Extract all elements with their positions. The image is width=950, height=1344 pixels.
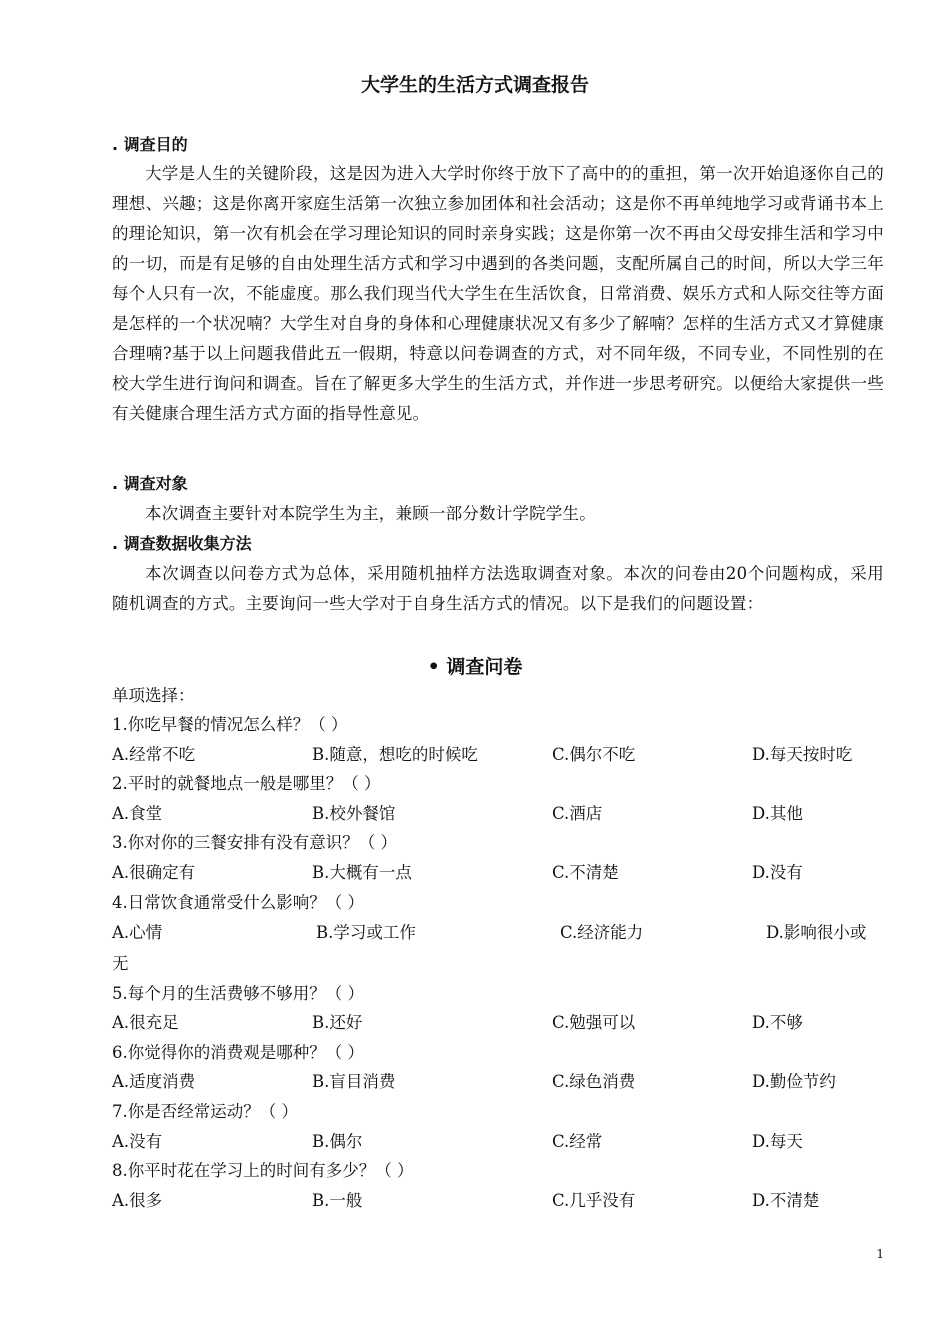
option-c: C.酒店: [552, 804, 603, 823]
section-heading-method: . 调查数据收集方法: [112, 534, 252, 553]
option-c: C.经济能力: [560, 923, 644, 942]
option-b: B.偶尔: [312, 1132, 363, 1151]
page-title: 大学生的生活方式调查报告: [360, 74, 589, 96]
questionnaire-title: • 调查问卷: [427, 656, 523, 678]
questionnaire-subtitle: 单项选择：: [112, 686, 195, 705]
option-c: C.经常: [552, 1132, 603, 1151]
option-d: D.不够: [752, 1013, 803, 1032]
option-c: C.几乎没有: [552, 1191, 636, 1210]
option-a: A.没有: [112, 1132, 163, 1151]
option-b: B.一般: [312, 1191, 363, 1210]
question-1: 1.你吃早餐的情况怎么样？（ ）: [112, 715, 348, 734]
option-d: D.每天: [752, 1132, 803, 1151]
option-b: B.学习或工作: [316, 923, 416, 942]
section-text-target: 本次调查主要针对本院学生为主，兼顾一部分数计学院学生。: [145, 504, 596, 523]
option-d: D.不清楚: [752, 1191, 820, 1210]
question-5: 5.每个月的生活费够不够用？（ ）: [112, 984, 364, 1003]
option-d: D.其他: [752, 804, 803, 823]
option-a: A.很充足: [112, 1013, 179, 1032]
question-8: 8.你平时花在学习上的时间有多少？（ ）: [112, 1161, 414, 1180]
question-4: 4.日常饮食通常受什么影响？（ ）: [112, 893, 364, 912]
option-c: C.不清楚: [552, 863, 619, 882]
question-3: 3.你对你的三餐安排有没有意识？（ ）: [112, 833, 397, 852]
option-a: A.心情: [112, 923, 163, 942]
option-c: C.偶尔不吃: [552, 745, 636, 764]
option-d: D.没有: [752, 863, 803, 882]
option-d: D.每天按时吃: [752, 745, 853, 764]
option-a: A.食堂: [112, 804, 163, 823]
option-a: A.很确定有: [112, 863, 196, 882]
option-b: B.随意，想吃的时候吃: [312, 745, 478, 764]
option-c: C.绿色消费: [552, 1072, 636, 1091]
option-c: C.勉强可以: [552, 1013, 636, 1032]
question-2: 2.平时的就餐地点一般是哪里？（ ）: [112, 774, 381, 793]
section-heading-target: . 调查对象: [112, 474, 188, 493]
option-b: B.校外餐馆: [312, 804, 396, 823]
section-text-purpose: 大学是人生的关键阶段，这是因为进入大学时你终于放下了高中的的重担，第一次开始追逐你自己的理想、兴趣；这是你离开家庭生活第一次独立参加团体和社会活动；这是你不再单纯地学习或背诵书本上的理论知识，第一次有机会在学习理论知识的同时亲身实践；这是你第一次不再由父母安排生活和学习中的一切，而是有足够的自由处理生活方式和学习中遇到的各类问题，支配所属自己的时间，所以大学三年每个人只有一次，不能虚度。那么我们现当代大学生在生活饮食，日常消费、娱乐方式和人际交往等方面是怎样的一个状况喃？大学生对自身的身体和心理健康状况又有多少了解喃？怎样的生活方式又才算健康合理喃?基于以上问题我借此五一假期，特意以问卷调查的方式，对不同年级，不同专业，不同性别的在校大学生进行询问和调查。旨在了解更多大学生的生活方式，并作进一步思考研究。以便给大家提供一些有关健康合理生活方式方面的指导性意见。: [112, 164, 884, 423]
option-d: D.影响很小或: [766, 923, 867, 942]
option-a: A.经常不吃: [112, 745, 196, 764]
option-a: A.适度消费: [112, 1072, 196, 1091]
section-heading-purpose: . 调查目的: [112, 135, 188, 154]
question-7: 7.你是否经常运动？（ ）: [112, 1102, 298, 1121]
option-b: B.大概有一点: [312, 863, 412, 882]
option-d-wrap: 无: [112, 954, 129, 973]
option-a: A.很多: [112, 1191, 163, 1210]
option-d: D.勤俭节约: [752, 1072, 836, 1091]
section-text-method: 本次调查以问卷方式为总体，采用随机抽样方法选取调查对象。本次的问卷由20个问题构成，采用随机调查的方式。主要询问一些大学对于自身生活方式的情况。以下是我们的问题设置：: [112, 564, 884, 613]
question-6: 6.你觉得你的消费观是哪种？（ ）: [112, 1043, 364, 1062]
option-b: B.还好: [312, 1013, 363, 1032]
page-number: 1: [876, 1247, 884, 1261]
option-b: B.盲目消费: [312, 1072, 396, 1091]
